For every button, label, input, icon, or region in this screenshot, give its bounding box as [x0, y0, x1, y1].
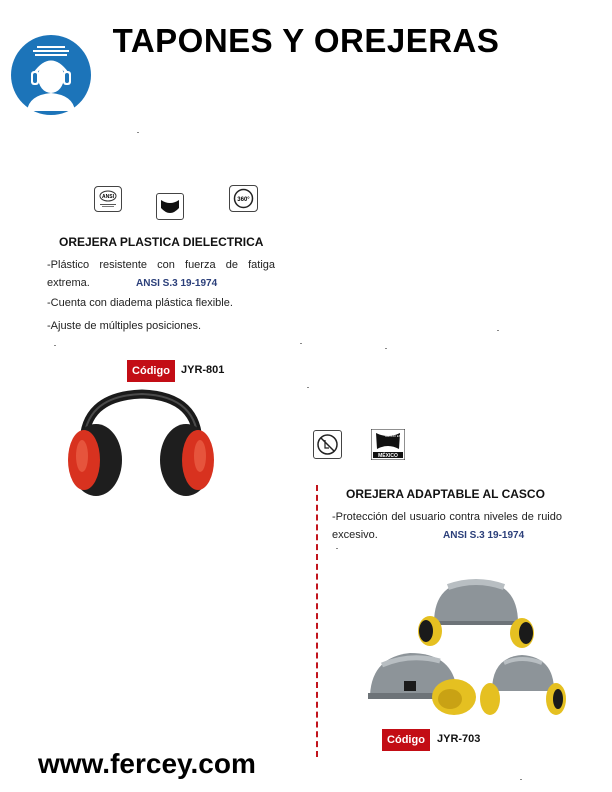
- scan-speck: [300, 343, 302, 344]
- website-url: www.fercey.com: [38, 748, 256, 779]
- hecho-en-mexico-icon: [371, 429, 405, 460]
- feature-item: -Cuenta con diadema plástica flexible.: [47, 297, 233, 309]
- feature-item: -Ajuste de múltiples posiciones.: [47, 320, 202, 332]
- product-name: OREJERA ADAPTABLE AL CASCO: [346, 487, 545, 501]
- product-code: JYR-801: [181, 364, 225, 376]
- norm-label: ANSI S.3 19-1974: [136, 278, 218, 289]
- svg-text:HECHO EN: HECHO EN: [385, 434, 401, 438]
- dielectric-icon: [156, 193, 184, 220]
- earmuff-product-image: [62, 388, 220, 504]
- scan-speck: [520, 779, 522, 780]
- scan-speck: [497, 330, 499, 331]
- scan-speck: [54, 345, 56, 346]
- scan-speck: [385, 348, 387, 349]
- feature-item: -Plástico resistente con fuerza de fatiga extrema.: [47, 259, 275, 289]
- product-code: JYR-703: [437, 733, 481, 745]
- code-badge: Código: [382, 729, 430, 751]
- scan-speck: [307, 387, 309, 388]
- no-touch-icon: [313, 430, 342, 459]
- section-divider: [316, 485, 318, 757]
- scan-speck: [137, 132, 139, 133]
- code-badge: Código: [127, 360, 175, 382]
- norm-label: ANSI S.3 19-1974: [443, 530, 525, 541]
- svg-text:ANSI: ANSI: [102, 194, 114, 200]
- ansi-certification-icon: [94, 186, 122, 212]
- svg-text:MÉXICO: MÉXICO: [378, 453, 398, 459]
- 360-degree-icon: [229, 185, 258, 212]
- helmet-earmuff-product-image: [364, 573, 570, 721]
- scan-speck: [336, 548, 338, 549]
- page-title: TAPONES Y OREJERAS: [112, 22, 500, 59]
- product-name: OREJERA PLASTICA DIELECTRICA: [59, 235, 264, 249]
- feature-item: -Protección del usuario contra niveles de ruido excesivo.: [332, 511, 562, 541]
- svg-text:360°: 360°: [237, 197, 250, 203]
